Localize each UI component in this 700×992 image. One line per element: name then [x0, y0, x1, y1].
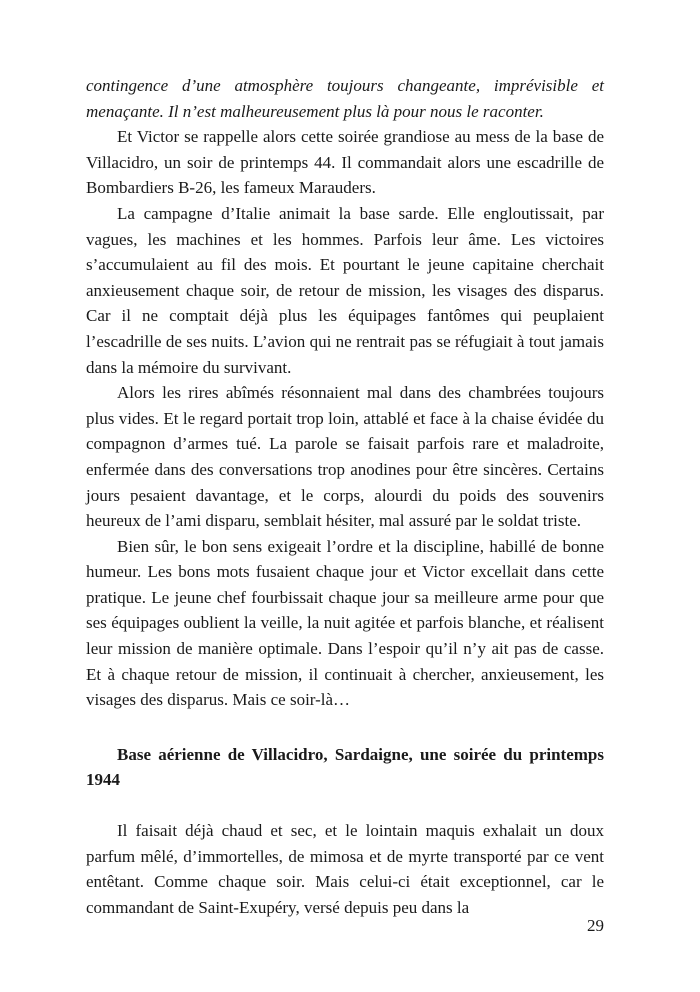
paragraph-continuation: contingence d’une atmosphère toujours changeante, imprévisible et menaçante. Il n’est malheureusement plus là pour nous le raconter.: [86, 76, 604, 121]
page-number: 29: [587, 916, 604, 935]
paragraph-discipline: Bien sûr, le bon sens exigeait l’ordre et la discipline, habillé de bonne humeur. Les bons mots fusaient chaque jour et Victor excellait dans cette pratique. Le jeune chef fourbissait chaque jour sa meilleure arme pour que ses équipages oublient la veille, la nuit agitée et parfois blanche, et réalisent leur mission de manière optimale. Dans l’espoir qu’il n’y ait pas de casse. Et à chaque retour de mission, il continuait à chercher, anxieusement, les visages des disparus. Mais ce soir-là…: [86, 536, 604, 710]
section-heading: Base aérienne de Villacidro, Sardaigne, une soirée du printemps 1944: [86, 744, 604, 790]
page-body: [86, 73, 604, 920]
paragraph-empty-rooms: Alors les rires abîmés résonnaient mal dans des chambrées toujours plus vides. Et le regard portait trop loin, attablé et face à la chaise évidée du compagnon d’armes tué. La parole se faisait parfois rare et maladroite, enfermée dans des conversations trop anodines pour être sincères. Certains jours pesaient davantage, et le corps, alourdi du poids des souvenirs heureux de l’ami disparu, semblait hésiter, mal assuré par le soldat triste.: [86, 383, 604, 531]
paragraph-italian-campaign: La campagne d’Italie animait la base sarde. Elle engloutissait, par vagues, les machines et les hommes. Parfois leur âme. Les victoires s’accumulaient au fil des mois. Et pourtant le jeune capitaine cherchait anxieusement chaque soir, de retour de mission, les visages des disparus. Car il ne comptait déjà plus les équipages fantômes qui peuplaient l’escadrille de ses nuits. L’avion qui ne rentrait pas se réfugiait à tout jamais dans la mémoire du survivant.: [86, 203, 604, 377]
paragraph-victor-memory: Et Victor se rappelle alors cette soirée grandiose au mess de la base de Villacidro, un soir de printemps 44. Il commandait alors une escadrille de Bombardiers B-26, les fameux Marauders.: [86, 127, 604, 198]
paragraph-evening: Il faisait déjà chaud et sec, et le lointain maquis exhalait un doux parfum mêlé, d’immortelles, de mimosa et de myrte transporté par ce vent entêtant. Comme chaque soir. Mais celui-ci était exceptionnel, car le commandant de Saint-Exupéry, versé depuis peu dans la: [86, 821, 604, 917]
